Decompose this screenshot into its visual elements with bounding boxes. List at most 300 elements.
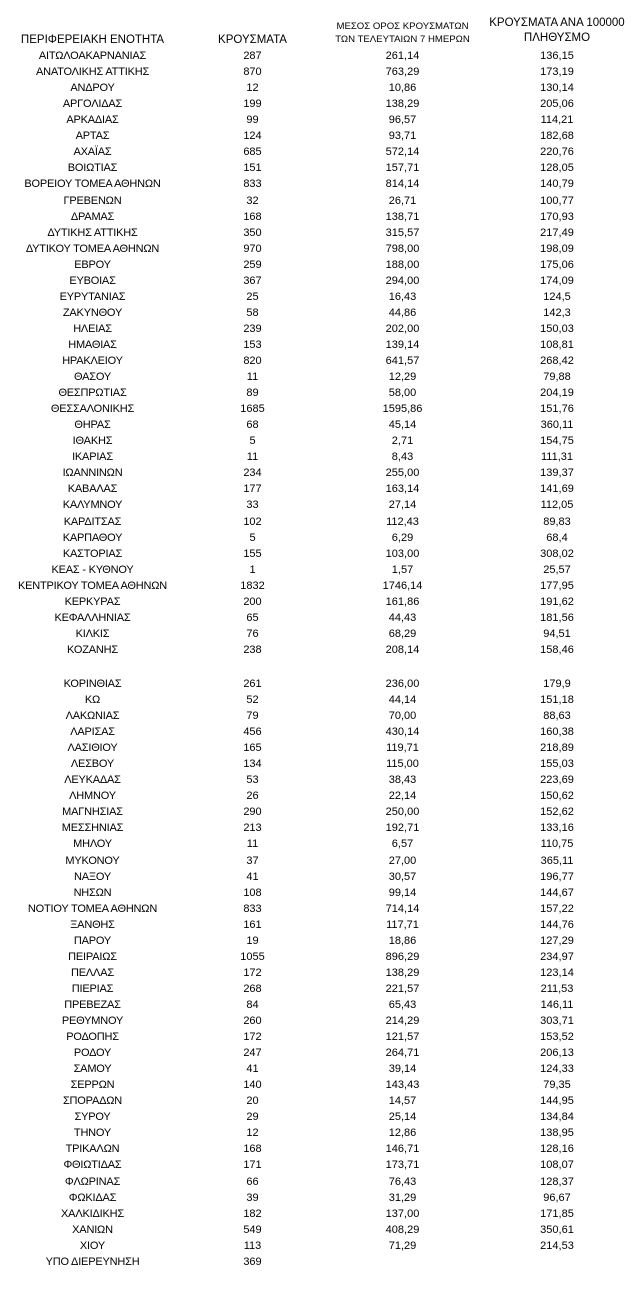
avg-cell: 202,00 — [385, 322, 420, 335]
rate-cell: 96,67 — [543, 1191, 571, 1204]
region-cell: ΒΟΙΩΤΙΑΣ — [67, 162, 118, 175]
table-row — [0, 740, 634, 756]
cases-cell: 20 — [246, 1095, 259, 1108]
cases-cell: 113 — [243, 1239, 262, 1252]
rate-cell: 214,53 — [540, 1239, 574, 1252]
table-row — [0, 96, 634, 112]
rate-cell: 128,37 — [540, 1175, 574, 1188]
table-row — [0, 401, 634, 417]
table-row — [0, 1045, 634, 1061]
avg-cell: 188,00 — [385, 258, 420, 271]
table-row — [0, 289, 634, 305]
table-row — [0, 562, 634, 578]
table-row — [0, 209, 634, 225]
cases-cell: 108 — [243, 886, 262, 899]
rate-cell: 100,77 — [540, 194, 574, 207]
avg-cell: 45,14 — [388, 419, 417, 432]
table-row — [0, 193, 634, 209]
cases-cell: 182 — [243, 1207, 262, 1220]
table-row — [0, 80, 634, 96]
rate-cell: 144,95 — [540, 1095, 574, 1108]
header-rate-line1: ΚΡΟΥΣΜΑΤΑ ΑΝΑ 100000 — [489, 17, 625, 29]
region-cell: ΔΥΤΙΚΗΣ ΑΤΤΙΚΗΣ — [47, 226, 138, 239]
cases-cell: 200 — [243, 595, 262, 608]
table-row — [0, 1077, 634, 1093]
rate-cell: 114,21 — [540, 114, 574, 127]
table-row — [0, 1029, 634, 1045]
rate-cell: 158,46 — [540, 643, 574, 656]
region-cell: ΝΟΤΙΟΥ ΤΟΜΕΑ ΑΘΗΝΩΝ — [27, 902, 158, 915]
region-cell: ΣΑΜΟΥ — [73, 1063, 112, 1076]
rate-cell: 112,05 — [540, 499, 574, 512]
rate-cell: 110,75 — [540, 838, 574, 851]
avg-cell: 163,14 — [385, 483, 420, 496]
rate-cell: 154,75 — [540, 435, 574, 448]
rate-cell: 142,3 — [543, 306, 571, 319]
avg-cell: 138,71 — [385, 210, 420, 223]
avg-cell: 71,29 — [388, 1239, 417, 1252]
rate-cell: 155,03 — [540, 758, 574, 771]
cases-cell: 870 — [243, 66, 262, 78]
rate-cell: 144,76 — [540, 918, 574, 931]
header-cases: ΚΡΟΥΣΜΑΤΑ — [218, 34, 287, 46]
avg-cell: 76,43 — [388, 1175, 417, 1188]
region-cell: ΛΕΣΒΟΥ — [70, 758, 115, 771]
table-row — [0, 481, 634, 497]
table-row — [0, 433, 634, 449]
rate-cell: 196,77 — [540, 870, 574, 883]
cases-cell: 549 — [243, 1223, 262, 1236]
table-row — [0, 756, 634, 772]
region-cell: ΚΕΑΣ - ΚΥΘΝΟΥ — [51, 563, 134, 576]
rate-cell: 136,15 — [540, 50, 574, 62]
avg-cell: 294,00 — [385, 274, 420, 287]
header-7day-average — [330, 20, 475, 46]
table-row — [0, 305, 634, 321]
region-cell: ΧΑΝΙΩΝ — [72, 1223, 113, 1236]
cases-cell: 12 — [246, 82, 259, 95]
rate-cell: 308,02 — [540, 547, 574, 560]
rate-cell: 223,69 — [540, 774, 574, 787]
rate-cell: 128,16 — [540, 1143, 574, 1156]
region-cell: ΝΑΞΟΥ — [74, 870, 111, 883]
region-cell: ΑΡΤΑΣ — [75, 130, 110, 143]
cases-cell: 52 — [246, 694, 259, 706]
avg-cell: 96,57 — [388, 114, 417, 127]
rate-cell: 170,93 — [540, 210, 574, 223]
rate-cell: 108,81 — [540, 338, 574, 351]
rate-cell: 181,56 — [540, 611, 574, 624]
table-row — [0, 369, 634, 385]
region-cell: ΦΛΩΡΙΝΑΣ — [64, 1175, 121, 1188]
cases-cell: 12 — [246, 1127, 259, 1140]
region-cell: ΚΑΛΥΜΝΟΥ — [62, 499, 123, 512]
rate-cell: 174,09 — [540, 274, 574, 287]
table-row — [0, 1013, 634, 1029]
cases-cell: 25 — [246, 290, 259, 303]
avg-cell: 208,14 — [385, 643, 420, 656]
cases-cell: 161 — [243, 918, 262, 931]
rate-cell: 144,67 — [540, 886, 574, 899]
rate-cell: 140,79 — [540, 178, 574, 191]
avg-cell: 31,29 — [388, 1191, 417, 1204]
avg-cell: 26,71 — [388, 194, 417, 207]
cases-cell: 199 — [243, 98, 262, 111]
cases-cell: 1685 — [240, 403, 265, 416]
rate-cell: 217,49 — [540, 226, 574, 239]
rate-cell: 175,06 — [540, 258, 574, 271]
cases-cell: 172 — [243, 1031, 262, 1043]
cases-cell: 168 — [243, 210, 262, 223]
avg-cell: 143,43 — [385, 1079, 420, 1092]
table-row — [0, 514, 634, 530]
region-cell: ΘΕΣΠΡΩΤΙΑΣ — [58, 387, 127, 400]
rate-cell: 89,83 — [543, 515, 571, 528]
region-cell: ΖΑΚΥΝΘΟΥ — [62, 306, 123, 319]
region-cell: ΙΩΑΝΝΙΝΩΝ — [62, 467, 123, 480]
rate-cell: 133,16 — [540, 822, 574, 835]
avg-cell: 2,71 — [391, 435, 414, 448]
avg-cell: 896,29 — [385, 950, 420, 963]
region-cell: ΤΗΝΟΥ — [73, 1127, 112, 1140]
avg-cell: 430,14 — [385, 726, 420, 739]
table-row — [0, 144, 634, 160]
avg-cell: 18,86 — [388, 934, 417, 947]
avg-cell: 12,29 — [388, 371, 417, 383]
avg-cell: 138,29 — [385, 98, 420, 111]
table-row — [0, 1157, 634, 1173]
avg-cell: 44,86 — [388, 306, 417, 319]
cases-cell: 259 — [243, 258, 262, 271]
rate-cell: 191,62 — [540, 595, 574, 608]
table-row — [0, 578, 634, 594]
region-cell: ΞΑΝΘΗΣ — [70, 918, 115, 931]
region-cell: ΚΑΡΔΙΤΣΑΣ — [63, 515, 122, 528]
rate-cell: 94,51 — [543, 627, 571, 640]
table-row — [0, 48, 634, 64]
avg-cell: 814,14 — [385, 178, 420, 191]
region-cell: ΚΑΣΤΟΡΙΑΣ — [62, 547, 123, 560]
region-cell: ΙΘΑΚΗΣ — [72, 435, 113, 448]
table-row — [0, 1238, 634, 1254]
table-row — [0, 321, 634, 337]
rate-cell: 179,9 — [543, 677, 571, 690]
cases-cell: 84 — [246, 998, 259, 1011]
cases-cell: 65 — [246, 611, 259, 624]
avg-cell: 14,57 — [388, 1095, 417, 1108]
table-row — [0, 385, 634, 401]
avg-cell: 16,43 — [388, 290, 417, 303]
region-cell: ΘΑΣΟΥ — [73, 371, 112, 383]
region-cell: ΕΒΡΟΥ — [74, 258, 111, 271]
avg-cell: 1595,86 — [382, 403, 423, 416]
avg-cell: 763,29 — [385, 66, 420, 78]
cases-cell: 685 — [243, 146, 262, 159]
rate-cell: 111,31 — [540, 451, 573, 464]
avg-cell: 93,71 — [388, 130, 417, 143]
table-row — [0, 337, 634, 353]
avg-cell: 68,29 — [388, 627, 417, 640]
cases-cell: 153 — [243, 338, 262, 351]
region-cell: ΣΥΡΟΥ — [74, 1111, 111, 1124]
avg-cell: 315,57 — [385, 226, 420, 239]
region-cell: ΙΚΑΡΙΑΣ — [72, 451, 113, 464]
region-cell: ΧΙΟΥ — [79, 1239, 106, 1252]
cases-cell: 171 — [243, 1159, 262, 1172]
region-cell: ΠΕΛΛΑΣ — [71, 966, 114, 979]
table-row — [0, 804, 634, 820]
table-row — [0, 594, 634, 610]
cases-cell: 268 — [243, 982, 262, 995]
cases-cell: 32 — [246, 194, 259, 207]
rate-cell: 128,05 — [540, 162, 574, 175]
rate-cell: 303,71 — [540, 1015, 574, 1027]
cases-cell: 11 — [246, 371, 259, 383]
avg-cell: 137,00 — [385, 1207, 420, 1220]
region-cell: ΘΕΣΣΑΛΟΝΙΚΗΣ — [50, 403, 135, 416]
rate-cell: 211,53 — [540, 982, 574, 995]
cases-cell: 456 — [243, 726, 262, 739]
cases-cell: 970 — [243, 242, 262, 255]
cases-cell: 99 — [246, 114, 259, 127]
avg-cell: 115,00 — [386, 758, 419, 771]
rate-cell: 25,57 — [543, 563, 571, 576]
avg-cell: 214,29 — [385, 1015, 420, 1027]
rate-cell: 146,11 — [540, 998, 574, 1011]
table-row — [0, 1061, 634, 1077]
table-row — [0, 692, 634, 708]
rate-cell: 123,14 — [540, 966, 574, 979]
avg-cell: 99,14 — [388, 886, 417, 899]
cases-cell: 833 — [243, 178, 262, 191]
region-cell: ΚΙΛΚΙΣ — [75, 627, 110, 640]
rate-cell: 205,06 — [540, 98, 574, 111]
rate-cell: 204,19 — [540, 387, 574, 400]
region-cell: ΛΕΥΚΑΔΑΣ — [64, 774, 121, 787]
cases-cell: 177 — [243, 483, 262, 496]
cases-cell: 1055 — [240, 950, 265, 963]
cases-cell: 168 — [243, 1143, 262, 1156]
cases-cell: 53 — [246, 774, 259, 787]
rate-cell: 365,11 — [540, 854, 574, 867]
avg-cell: 27,14 — [388, 499, 417, 512]
rate-cell: 360,11 — [540, 419, 574, 432]
cases-cell: 172 — [243, 966, 262, 979]
avg-cell: 161,86 — [385, 595, 420, 608]
region-cell: ΛΑΡΙΣΑΣ — [70, 726, 115, 739]
rate-cell: 171,85 — [540, 1207, 574, 1220]
region-cell: ΚΑΡΠΑΘΟΥ — [62, 531, 123, 544]
rate-cell: 350,61 — [540, 1223, 574, 1236]
avg-cell: 572,14 — [385, 146, 420, 159]
table-row — [0, 465, 634, 481]
table-row — [0, 225, 634, 241]
rate-cell: 141,69 — [540, 483, 574, 496]
region-cell: ΠΙΕΡΙΑΣ — [71, 982, 114, 995]
region-cell: ΡΟΔΟΥ — [73, 1047, 112, 1060]
header-avg-line1: ΜΕΣΟΣ ΟΡΟΣ ΚΡΟΥΣΜΑΤΩΝ — [336, 21, 469, 32]
header-region: ΠΕΡΙΦΕΡΕΙΑΚΗ ΕΝΟΤΗΤΑ — [20, 34, 165, 46]
avg-cell: 10,86 — [388, 82, 417, 95]
table-row — [0, 128, 634, 144]
rate-cell: 79,35 — [543, 1079, 571, 1092]
rate-cell: 234,97 — [540, 950, 574, 963]
region-cell: ΑΧΑΪΑΣ — [73, 146, 112, 159]
region-cell: ΚΕΝΤΡΙΚΟΥ ΤΟΜΕΑ ΑΘΗΝΩΝ — [18, 579, 167, 592]
cases-cell: 239 — [243, 322, 262, 335]
avg-cell: 8,43 — [391, 451, 414, 464]
region-cell: ΚΕΡΚΥΡΑΣ — [64, 595, 121, 608]
rate-cell: 198,09 — [540, 242, 574, 255]
rate-cell: 218,89 — [540, 742, 574, 755]
cases-cell: 124 — [243, 130, 262, 143]
cases-cell: 260 — [243, 1015, 262, 1027]
header-rate-line2: ΠΛΗΘΥΣΜΟ — [523, 32, 591, 44]
cases-cell: 33 — [246, 499, 259, 512]
rate-cell: 124,33 — [540, 1063, 574, 1076]
rate-cell: 220,76 — [540, 146, 574, 159]
region-cell: ΜΑΓΝΗΣΙΑΣ — [62, 806, 123, 819]
avg-cell: 264,71 — [385, 1047, 420, 1060]
table-row — [0, 176, 634, 192]
region-cell: ΕΥΡΥΤΑΝΙΑΣ — [59, 290, 126, 303]
rate-cell: 88,63 — [543, 710, 571, 722]
cases-cell: 820 — [243, 354, 262, 367]
region-cell: ΠΕΙΡΑΙΩΣ — [68, 950, 117, 963]
avg-cell: 192,71 — [385, 822, 420, 835]
cases-cell: 287 — [243, 50, 262, 62]
header-avg-line2: ΤΩΝ ΤΕΛΕΥΤΑΙΩΝ 7 ΗΜΕΡΩΝ — [335, 34, 470, 45]
rate-cell: 79,88 — [543, 371, 571, 383]
table-row — [0, 981, 634, 997]
avg-cell: 25,14 — [388, 1111, 417, 1124]
region-cell: ΥΠΟ ΔΙΕΡΕΥΝΗΣΗ — [45, 1255, 140, 1268]
region-cell: ΘΗΡΑΣ — [74, 419, 111, 432]
cases-cell: 79 — [246, 710, 259, 722]
region-cell: ΑΝΔΡΟΥ — [70, 82, 115, 95]
region-cell: ΗΛΕΙΑΣ — [73, 322, 112, 335]
table-row — [0, 1254, 634, 1270]
avg-cell: 70,00 — [388, 710, 417, 722]
cases-cell: 833 — [243, 902, 262, 915]
avg-cell: 38,43 — [388, 774, 417, 787]
avg-cell: 139,14 — [385, 338, 420, 351]
avg-cell: 6,29 — [391, 531, 414, 544]
region-cell: ΚΩ — [84, 694, 101, 706]
region-cell: ΛΑΣΙΘΙΟΥ — [67, 742, 118, 755]
avg-cell: 39,14 — [388, 1063, 417, 1076]
cases-cell: 89 — [246, 387, 259, 400]
rate-cell: 160,38 — [540, 726, 574, 739]
avg-cell: 12,86 — [388, 1127, 417, 1140]
avg-cell: 146,71 — [385, 1143, 420, 1156]
rate-cell: 182,68 — [540, 130, 574, 143]
rate-cell: 150,03 — [540, 322, 574, 335]
cases-cell: 41 — [246, 870, 259, 883]
avg-cell: 119,71 — [386, 742, 419, 755]
table-row — [0, 836, 634, 852]
cases-cell: 151 — [243, 162, 262, 175]
cases-cell: 5 — [249, 435, 256, 448]
table-row — [0, 1206, 634, 1222]
region-cell: ΔΥΤΙΚΟΥ ΤΟΜΕΑ ΑΘΗΝΩΝ — [25, 242, 160, 255]
region-cell: ΗΜΑΘΙΑΣ — [68, 338, 117, 351]
rate-cell: 68,4 — [546, 531, 568, 544]
cases-cell: 261 — [243, 677, 262, 690]
region-cell: ΑΙΤΩΛΟΑΚΑΡΝΑΝΙΑΣ — [38, 50, 147, 62]
avg-cell: 173,71 — [385, 1159, 420, 1172]
cases-cell: 66 — [246, 1175, 259, 1188]
region-cell: ΓΡΕΒΕΝΩΝ — [63, 194, 122, 207]
table-row — [0, 885, 634, 901]
table-row — [0, 642, 634, 658]
rate-cell: 151,76 — [540, 403, 574, 416]
rate-cell: 127,29 — [540, 934, 574, 947]
region-cell: ΔΡΑΜΑΣ — [70, 210, 115, 223]
table-row — [0, 933, 634, 949]
region-cell: ΛΗΜΝΟΥ — [69, 790, 116, 803]
cases-cell: 41 — [246, 1063, 259, 1076]
avg-cell: 30,57 — [388, 870, 417, 883]
table-row — [0, 708, 634, 724]
region-cell: ΦΩΚΙΔΑΣ — [68, 1191, 117, 1204]
cases-cell: 19 — [246, 934, 259, 947]
avg-cell: 714,14 — [385, 902, 420, 915]
region-cell: ΦΘΙΩΤΙΔΑΣ — [63, 1159, 122, 1172]
table-row — [0, 530, 634, 546]
avg-cell: 798,00 — [385, 242, 420, 255]
avg-cell: 121,57 — [385, 1031, 420, 1043]
rate-cell: 153,52 — [540, 1031, 574, 1043]
region-cell: ΑΡΚΑΔΙΑΣ — [66, 114, 119, 127]
header-per-100k — [480, 16, 634, 46]
region-cell: ΚΟΖΑΝΗΣ — [67, 643, 118, 656]
avg-cell: 1746,14 — [382, 579, 423, 592]
region-cell: ΣΠΟΡΑΔΩΝ — [62, 1095, 123, 1108]
avg-cell: 112,43 — [386, 515, 419, 528]
table-row — [0, 112, 634, 128]
region-cell: ΑΝΑΤΟΛΙΚΗΣ ΑΤΤΙΚΗΣ — [35, 66, 150, 78]
cases-cell: 68 — [246, 419, 259, 432]
rate-cell: 139,37 — [540, 467, 574, 480]
cases-cell: 1832 — [240, 579, 265, 592]
avg-cell: 408,29 — [385, 1223, 420, 1236]
cases-cell: 213 — [243, 822, 262, 835]
rate-cell: 206,13 — [540, 1047, 574, 1060]
table-row — [0, 724, 634, 740]
avg-cell: 255,00 — [385, 467, 420, 480]
table-row — [0, 1093, 634, 1109]
table-row — [0, 869, 634, 885]
region-cell: ΑΡΓΟΛΙΔΑΣ — [62, 98, 123, 111]
table-row — [0, 1222, 634, 1238]
cases-cell: 238 — [243, 643, 262, 656]
rate-cell: 152,62 — [540, 806, 574, 819]
table-row — [0, 853, 634, 869]
region-cell: ΧΑΛΚΙΔΙΚΗΣ — [61, 1207, 124, 1220]
avg-cell: 58,00 — [388, 387, 417, 400]
cases-cell: 350 — [243, 226, 262, 239]
table-row — [0, 160, 634, 176]
table-row — [0, 676, 634, 692]
rate-cell: 134,84 — [540, 1111, 574, 1124]
avg-cell: 236,00 — [385, 677, 420, 690]
table-row — [0, 1174, 634, 1190]
table-row — [0, 626, 634, 642]
avg-cell: 221,57 — [385, 982, 420, 995]
region-cell: ΚΟΡΙΝΘΙΑΣ — [63, 677, 122, 690]
cases-cell: 247 — [243, 1047, 262, 1060]
